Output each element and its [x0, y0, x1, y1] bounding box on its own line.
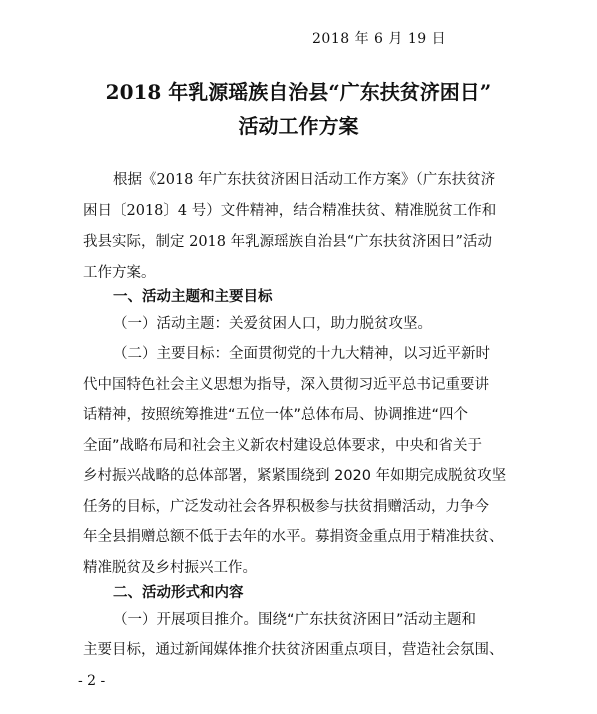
- project-line: （一）开展项目推介。围绕“广东扶贫济困日”活动主题和: [113, 612, 477, 628]
- goals-line: 话精神，按照统筹推进“五位一体”总体布局、协调推进“四个: [83, 407, 469, 423]
- document-date: 2018 年 6 月 19 日: [312, 31, 447, 47]
- section-heading-2: 二、活动形式和内容: [113, 585, 244, 601]
- section-heading-1: 一、活动主题和主要目标: [113, 289, 273, 305]
- theme-line: （一）活动主题：关爱贫困人口，助力脱贫攻坚。: [113, 316, 432, 332]
- intro-line: 根据《2018 年广东扶贫济困日活动工作方案》（广东扶贫济: [113, 172, 496, 188]
- project-line: 主要目标，通过新闻媒体推介扶贫济困重点项目，营造社会氛围、: [83, 642, 504, 658]
- goals-line: 精准脱贫及乡村振兴工作。: [83, 560, 257, 576]
- goals-line: 代中国特色社会主义思想为指导，深入贯彻习近平总书记重要讲: [83, 377, 489, 393]
- goals-line: 年全县捐赠总额不低于去年的水平。募捐资金重点用于精准扶贫、: [83, 529, 504, 545]
- goals-line: （二）主要目标：全面贯彻党的十九大精神，以习近平新时: [113, 346, 490, 362]
- intro-line: 我县实际，制定 2018 年乳源瑶族自治县“广东扶贫济困日”活动: [83, 234, 492, 250]
- intro-line: 困日〔2018〕4 号）文件精神，结合精准扶贫、精准脱贫工作和: [83, 203, 497, 219]
- goals-line: 乡村振兴战略的总体部署，紧紧围绕到 2020 年如期完成脱贫攻坚: [83, 468, 507, 484]
- page-number: - 2 -: [78, 673, 106, 689]
- goals-line: 全面”战略布局和社会主义新农村建设总体要求，中央和省关于: [83, 438, 483, 454]
- document-title-line-2: 活动工作方案: [238, 114, 359, 138]
- document-title-line-1: 2018 年乳源瑶族自治县“广东扶贫济困日”: [105, 80, 492, 104]
- intro-line: 工作方案。: [83, 265, 156, 281]
- goals-line: 任务的目标，广泛发动社会各界积极参与扶贫捐赠活动，力争今: [83, 499, 489, 515]
